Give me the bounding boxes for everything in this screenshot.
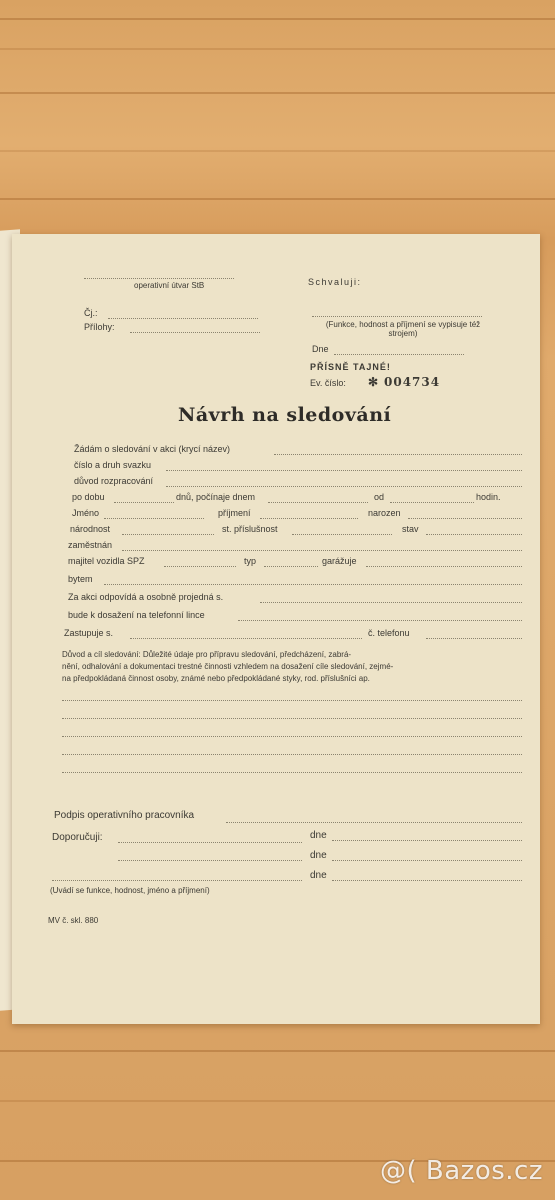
dne-label-3: dne — [310, 870, 327, 881]
purpose-line — [62, 754, 522, 755]
dne-label-1: dne — [310, 830, 327, 841]
prilohy-line — [130, 332, 260, 333]
recommend-line — [52, 880, 302, 881]
field-narodnost: národnost — [70, 524, 111, 534]
field-line — [366, 566, 522, 567]
field-cislo: číslo a druh svazku — [74, 460, 152, 470]
recommend-line — [118, 860, 302, 861]
dne-label: Dne — [312, 344, 329, 354]
function-note: (Funkce, hodnost a příjmení se vypisuje též strojem) — [325, 320, 481, 338]
watermark: @( Bazos.cz — [380, 1156, 543, 1186]
purpose-line — [62, 736, 522, 737]
field-line — [264, 566, 318, 567]
ev-label: Ev. číslo: — [310, 378, 346, 388]
purpose-line — [62, 772, 522, 773]
signature-label: Podpis operativního pracovníka — [54, 810, 195, 821]
field-line — [166, 486, 522, 487]
field-line — [130, 638, 362, 639]
field-zadam: Žádám o sledování v akci (krycí název) — [74, 444, 231, 454]
purpose-line-2: nění, odhalování a dokumentaci trestné činnosti vzhledem na dosažení cíle sledování, zejmé- — [62, 662, 394, 671]
date-line — [332, 840, 522, 841]
wood-grain — [0, 48, 555, 50]
asterisk-icon: ✻ — [368, 375, 380, 389]
field-garazuje: garážuje — [322, 556, 357, 566]
field-line — [260, 518, 358, 519]
secret-label: PŘÍSNĚ TAJNÉ! — [310, 362, 391, 372]
field-line — [268, 502, 368, 503]
field-narozen: narozen — [368, 508, 401, 518]
field-c-telefonu: č. telefonu — [368, 628, 410, 638]
approve-label: Schvaluji: — [308, 277, 362, 287]
wood-grain — [0, 150, 555, 152]
field-prijmeni: příjmení — [218, 508, 251, 518]
doporucuji-label: Doporučuji: — [52, 832, 103, 843]
wood-grain — [0, 1100, 555, 1102]
purpose-line — [62, 700, 522, 701]
field-bude: bude k dosažení na telefonní lince — [68, 610, 205, 620]
field-line — [408, 518, 522, 519]
purpose-line-1: Důvod a cíl sledování: Důležité údaje pro přípravu sledování, předcházení, zabrá- — [62, 650, 352, 659]
field-line — [426, 638, 522, 639]
field-za-akci: Za akci odpovídá a osobně projedná s. — [68, 592, 224, 602]
field-line — [114, 502, 174, 503]
field-jmeno: Jméno — [72, 508, 100, 518]
field-line — [238, 620, 522, 621]
field-line — [274, 454, 522, 455]
field-line — [104, 518, 204, 519]
recommend-line — [118, 842, 302, 843]
field-zamestnan: zaměstnán — [68, 540, 113, 550]
dne-line — [334, 354, 464, 355]
purpose-line — [62, 718, 522, 719]
field-hodin: hodin. — [476, 492, 501, 502]
purpose-line-3: na předpokládaná činnost osoby, známé nebo předpokládané styky, rod. příslušníci ap. — [62, 674, 370, 683]
field-line — [390, 502, 474, 503]
field-zastupuje: Zastupuje s. — [64, 628, 114, 638]
form-title: Návrh na sledování — [178, 404, 392, 426]
date-line — [332, 860, 522, 861]
cj-line — [108, 318, 258, 319]
wood-grain — [0, 18, 555, 20]
wood-grain — [0, 198, 555, 200]
field-typ: typ — [244, 556, 257, 566]
field-stav: stav — [402, 524, 419, 534]
field-line — [426, 534, 522, 535]
signature-line — [226, 822, 522, 823]
field-line — [292, 534, 392, 535]
unit-line — [84, 278, 234, 279]
field-line — [164, 566, 236, 567]
form-sheet — [12, 234, 540, 1024]
field-line — [260, 602, 522, 603]
approver-line — [312, 316, 482, 317]
field-bytem: bytem — [68, 574, 93, 584]
field-dnu: dnů, počínaje dnem — [176, 492, 256, 502]
field-line — [122, 550, 522, 551]
dne-label-2: dne — [310, 850, 327, 861]
unit-label: operativní útvar StB — [134, 281, 205, 290]
footer-note: (Uvádí se funkce, hodnost, jméno a příjmení) — [50, 886, 210, 895]
cj-label: Čj.: — [84, 308, 98, 318]
field-st-prisl: st. příslušnost — [222, 524, 278, 534]
date-line — [332, 880, 522, 881]
field-line — [122, 534, 214, 535]
field-po-dobu: po dobu — [72, 492, 105, 502]
field-duvod: důvod rozpracování — [74, 476, 154, 486]
field-od: od — [374, 492, 385, 502]
wood-grain — [0, 1050, 555, 1052]
field-line — [166, 470, 522, 471]
wood-grain — [0, 92, 555, 94]
serial-number: 004734 — [384, 375, 441, 389]
field-line — [104, 584, 522, 585]
prilohy-label: Přílohy: — [84, 322, 115, 332]
field-majitel: majitel vozidla SPZ — [68, 556, 145, 566]
mv-label: MV č. skl. 880 — [48, 916, 99, 925]
